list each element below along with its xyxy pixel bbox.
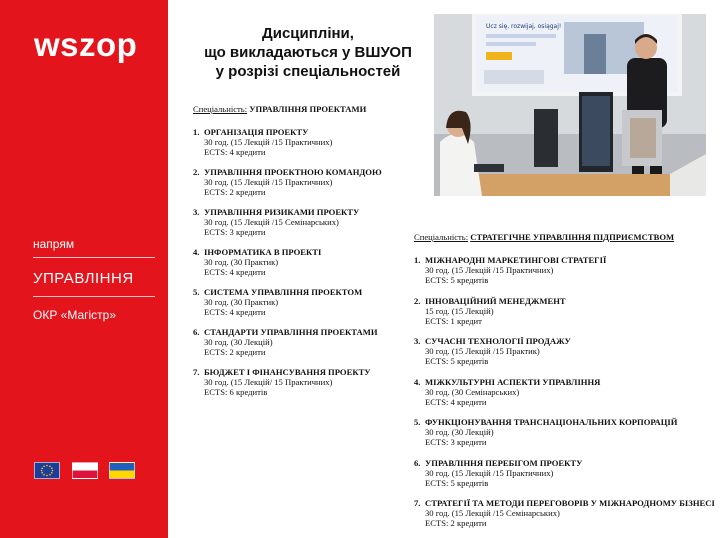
course-item <box>193 127 425 167</box>
specialty-strategic-management <box>414 232 714 538</box>
specialty-prefix: Спеціальність: <box>414 232 469 242</box>
course-name: МІЖНАРОДНІ МАРКЕТИНГОВІ СТРАТЕГІЇ <box>425 255 607 265</box>
course-ects: ECTS: 3 кредити <box>425 437 487 447</box>
course-item <box>414 417 714 458</box>
title-line: Дисципліни, <box>262 25 354 42</box>
course-ects: ECTS: 4 кредити <box>204 307 266 317</box>
course-ects: ECTS: 2 кредити <box>204 187 266 197</box>
course-hours: 30 год. (15 Лекцій /15 Практичних) <box>204 177 333 187</box>
course-name: ОРГАНІЗАЦІЯ ПРОЕКТУ <box>204 127 309 137</box>
course-hours: 30 год. (15 Лекцій /15 Практичних) <box>425 467 554 478</box>
course-name: ФУНКЦІОНУВАННЯ ТРАНСНАЦІОНАЛЬНИХ КОРПОРАЦІЙ <box>425 417 678 427</box>
course-item <box>414 336 714 377</box>
degree-label: ОКР «Магістр» <box>33 308 117 322</box>
course-number: 6. <box>193 327 200 337</box>
course-number: 3. <box>193 207 200 217</box>
course-hours: 30 год. (30 Семінарських) <box>425 386 520 397</box>
course-number: 1. <box>193 127 200 137</box>
course-ects: ECTS: 4 кредити <box>204 147 266 157</box>
course-item <box>193 287 425 327</box>
course-item <box>414 498 714 538</box>
course-ects: ECTS: 5 кредитів <box>425 477 489 488</box>
ukraine-flag-icon <box>109 462 135 479</box>
course-ects: ECTS: 5 кредитів <box>425 356 489 366</box>
specialty-prefix: Спеціальність: <box>193 104 248 114</box>
course-hours: 30 год. (15 Лекцій /15 Практичних) <box>204 137 333 147</box>
specialty-heading <box>193 104 425 114</box>
course-hours: 30 год. (30 Практик) <box>204 257 279 267</box>
course-name: УПРАВЛІННЯ ПЕРЕБІГОМ ПРОЕКТУ <box>425 457 583 468</box>
title-line: у розрізі спеціальностей <box>215 63 401 80</box>
specialty-project-management <box>193 104 425 407</box>
course-number: 6. <box>414 457 421 468</box>
course-ects: ECTS: 2 кредити <box>425 518 487 528</box>
title-line: що викладаються у ВШУОП <box>204 44 412 61</box>
course-name: МІЖКУЛЬТУРНІ АСПЕКТИ УПРАВЛІННЯ <box>425 376 601 387</box>
course-item <box>193 327 425 367</box>
course-number: 5. <box>414 417 421 427</box>
divider <box>33 257 155 258</box>
course-number: 7. <box>414 498 421 508</box>
sidebar <box>0 0 168 538</box>
course-name: СТАНДАРТИ УПРАВЛІННЯ ПРОЕКТАМИ <box>204 327 378 337</box>
course-number: 7. <box>193 367 200 377</box>
course-number: 2. <box>193 167 200 177</box>
specialty-heading <box>414 232 714 242</box>
course-ects: ECTS: 2 кредити <box>204 347 266 357</box>
course-ects: ECTS: 3 кредити <box>204 227 266 237</box>
course-name: СТРАТЕГІЇ ТА МЕТОДИ ПЕРЕГОВОРІВ У МІЖНАРОДНОМУ БІЗНЕСІ <box>425 498 715 508</box>
course-number: 2. <box>414 295 421 306</box>
course-hours: 30 год. (15 Лекцій/ 15 Практичних) <box>204 377 333 387</box>
course-hours: 30 год. (30 Лекцій) <box>425 427 494 437</box>
course-ects: ECTS: 4 кредити <box>425 396 487 407</box>
specialty-name: УПРАВЛІННЯ ПРОЕКТАМИ <box>249 104 367 114</box>
course-ects: ECTS: 5 кредитів <box>425 275 489 285</box>
course-item <box>414 296 714 337</box>
divider <box>33 296 155 297</box>
page-title <box>190 24 426 81</box>
course-item <box>193 167 425 207</box>
course-name: ІННОВАЦІЙНИЙ МЕНЕДЖМЕНТ <box>425 295 566 306</box>
course-hours: 30 год. (15 Лекцій /15 Практик) <box>425 346 540 356</box>
course-hours: 30 год. (30 Лекцій) <box>204 337 273 347</box>
course-name: УПРАВЛІННЯ ПРОЕКТНОЮ КОМАНДОЮ <box>204 167 382 177</box>
specialty-name: СТРАТЕГІЧНЕ УПРАВЛІННЯ ПІДПРИЄМСТВОМ <box>470 232 675 242</box>
course-ects: ECTS: 4 кредити <box>204 267 266 277</box>
course-item <box>414 458 714 499</box>
course-ects: ECTS: 6 кредитів <box>204 387 268 397</box>
classroom-photo <box>434 14 706 196</box>
course-hours: 30 год. (15 Лекцій /15 Семінарських) <box>204 217 339 227</box>
course-name: СУЧАСНІ ТЕХНОЛОГІЇ ПРОДАЖУ <box>425 336 571 346</box>
course-number: 1. <box>414 255 421 265</box>
course-hours: 30 год. (15 Лекцій /15 Семінарських) <box>425 508 560 518</box>
poland-flag-icon <box>72 462 98 479</box>
course-item <box>414 255 714 296</box>
wszop-logo: wszop <box>34 26 138 63</box>
course-item <box>193 247 425 287</box>
eu-flag-icon <box>34 462 60 479</box>
direction-value: УПРАВЛІННЯ <box>33 270 134 287</box>
course-item <box>193 367 425 407</box>
course-hours: 30 год. (15 Лекцій /15 Практичних) <box>425 265 554 275</box>
direction-label: напрям <box>33 237 75 251</box>
course-number: 3. <box>414 336 421 346</box>
course-ects: ECTS: 1 кредит <box>425 315 482 326</box>
course-name: БЮДЖЕТ І ФІНАНСУВАННЯ ПРОЕКТУ <box>204 367 371 377</box>
course-number: 4. <box>193 247 200 257</box>
course-item <box>414 377 714 418</box>
course-hours: 30 год. (30 Практик) <box>204 297 279 307</box>
screen-text: Ucz się, rozwijaj, osiągaj! <box>486 23 562 30</box>
course-name: ІНФОРМАТИКА В ПРОЕКТІ <box>204 247 322 257</box>
course-item <box>193 207 425 247</box>
course-number: 4. <box>414 376 421 387</box>
course-name: СИСТЕМА УПРАВЛІННЯ ПРОЕКТОМ <box>204 287 363 297</box>
course-name: УПРАВЛІННЯ РИЗИКАМИ ПРОЕКТУ <box>204 207 360 217</box>
course-hours: 15 год. (15 Лекцій) <box>425 305 494 316</box>
course-number: 5. <box>193 287 200 297</box>
